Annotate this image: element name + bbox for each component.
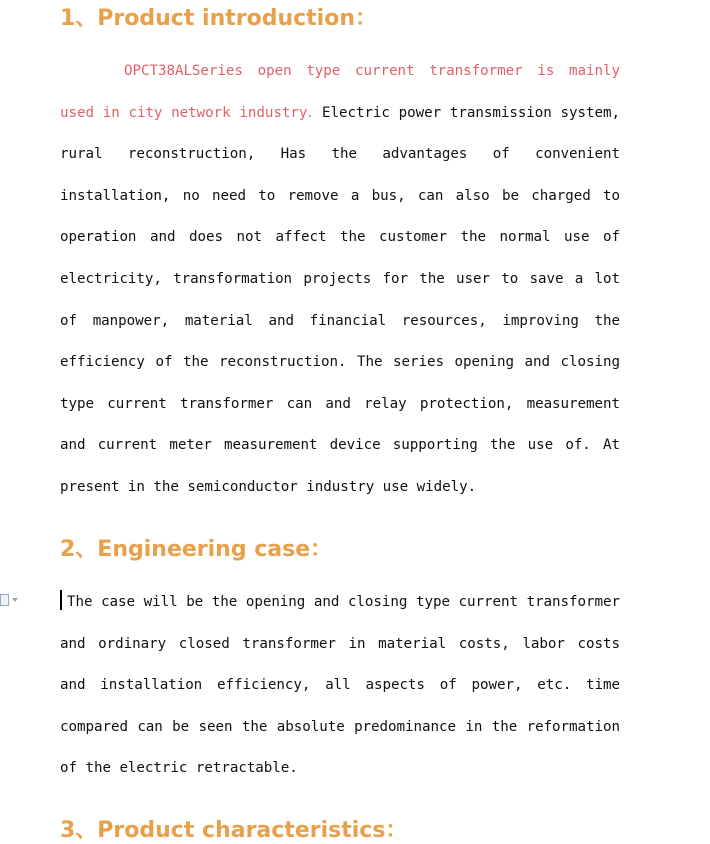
highlighted-text: OPCT38ALSeries open type current transformer is mainly used in city network industry． (60, 63, 620, 121)
text-cursor (60, 590, 62, 610)
section-heading-product-characteristics: 3、Product characteristics： (60, 818, 408, 843)
paragraph-text: Electric power transmission system, rural reconstruction, Has the advantages of convenient installation, no need to remove a bus, can also be charged to operation and does not affect the customer the normal use of electricity, transformation projects for the user to save a lot of manpower, material and financial resources, improving the efficiency of the reconstruction. The series opening and closing type current transformer can and relay protection, measurement and current meter measurement device supporting the use of. At present in the semiconductor industry use widely. (60, 104, 620, 495)
section-paragraph-engineering-case[interactable] (60, 582, 620, 790)
document-dropdown-icon[interactable] (0, 594, 22, 608)
document-icon (0, 594, 9, 606)
dropdown-arrow-icon (12, 598, 18, 602)
section-paragraph-product-introduction[interactable] (60, 51, 620, 509)
section-heading-product-introduction: 1、Product introduction： (60, 6, 377, 31)
paragraph-text: The case will be the opening and closing type current transformer and ordinary closed transformer in material costs, labor costs and installation efficiency, all aspects of power, etc. time compared can be seen the absolute predominance in the reformation of the electric retractable. (60, 594, 620, 777)
section-heading-engineering-case: 2、Engineering case： (60, 537, 333, 562)
